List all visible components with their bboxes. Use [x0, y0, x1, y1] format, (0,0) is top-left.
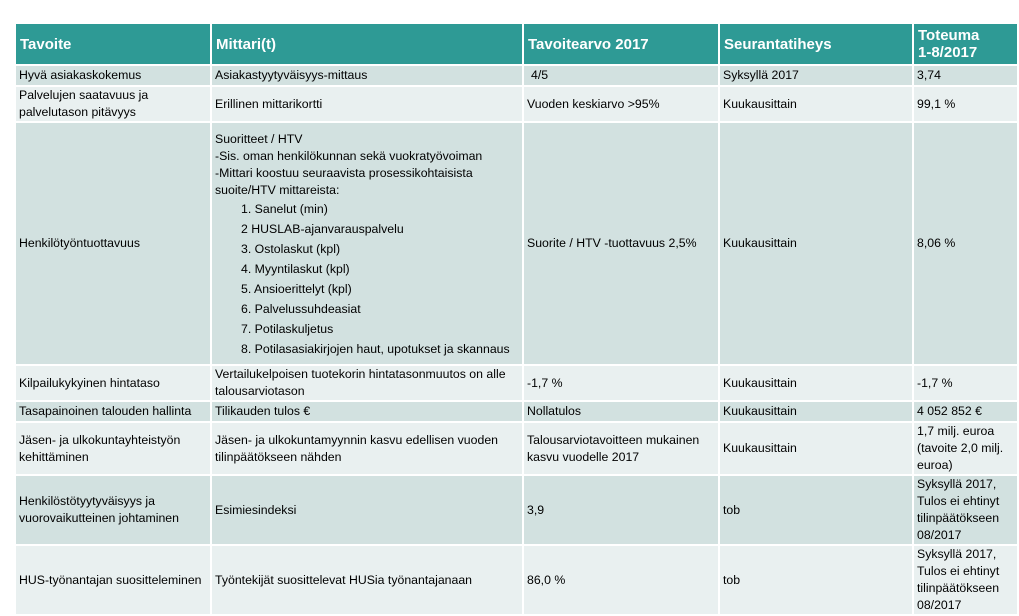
cell-mittari: Asiakastyytyväisyys-mittaus — [211, 65, 523, 86]
list-item: 3. Ostolaskut (kpl) — [241, 241, 341, 256]
cell-tavoite: Kilpailukykyinen hintataso — [15, 365, 211, 401]
cell-seuranta: tob — [719, 475, 913, 545]
cell-tavoite: Tasapainoinen talouden hallinta — [15, 401, 211, 422]
cell-tavoite: Henkilötyöntuottavuus — [15, 122, 211, 365]
mittari-line: Suoritteet / HTV — [215, 131, 303, 146]
header-seurantatiheys: Seurantatiheys — [719, 23, 913, 65]
table-row — [15, 401, 1018, 422]
table-row — [15, 122, 1018, 365]
cell-mittari: Tilikauden tulos € — [211, 401, 523, 422]
cell-toteuma: 8,06 % — [913, 122, 1018, 365]
table-row — [15, 475, 1018, 545]
header-tavoitearvo: Tavoitearvo 2017 — [523, 23, 719, 65]
cell-tavoitearvo: -1,7 % — [523, 365, 719, 401]
cell-tavoite: HUS-työnantajan suositteleminen — [15, 545, 211, 615]
table-row — [15, 365, 1018, 401]
goals-table — [14, 22, 1019, 616]
list-item: 5. Ansioerittelyt (kpl) — [241, 281, 352, 296]
cell-seuranta: tob — [719, 545, 913, 615]
list-item: 4. Myyntilaskut (kpl) — [241, 261, 350, 276]
cell-seuranta: Kuukausittain — [719, 122, 913, 365]
cell-mittari — [211, 122, 523, 365]
mittari-line: -Mittari koostuu seuraavista prosessikohtaisista suoite/HTV mittareista: — [215, 165, 473, 197]
cell-tavoitearvo: 4/5 — [523, 65, 719, 86]
cell-tavoitearvo: 86,0 % — [523, 545, 719, 615]
cell-mittari: Työntekijät suosittelevat HUSia työnantajanaan — [211, 545, 523, 615]
header-toteuma: Toteuma 1-8/2017 — [913, 23, 1018, 65]
header-row — [15, 23, 1018, 65]
table-row — [15, 545, 1018, 615]
cell-tavoite: Henkilöstötyytyväisyys ja vuorovaikutteinen johtaminen — [15, 475, 211, 545]
header-mittari: Mittari(t) — [211, 23, 523, 65]
table-row — [15, 65, 1018, 86]
cell-tavoite: Palvelujen saatavuus ja palvelutason pitävyys — [15, 86, 211, 122]
list-item: 7. Potilaskuljetus — [241, 321, 334, 336]
cell-toteuma: Syksyllä 2017, Tulos ei ehtinyt tilinpäätökseen 08/2017 — [913, 545, 1018, 615]
cell-toteuma: 4 052 852 € — [913, 401, 1018, 422]
cell-mittari: Erillinen mittarikortti — [211, 86, 523, 122]
table-row — [15, 422, 1018, 475]
cell-seuranta: Syksyllä 2017 — [719, 65, 913, 86]
cell-seuranta: Kuukausittain — [719, 86, 913, 122]
list-item: 1. Sanelut (min) — [241, 201, 328, 216]
cell-tavoite: Hyvä asiakaskokemus — [15, 65, 211, 86]
cell-toteuma: 1,7 milj. euroa (tavoite 2,0 milj. euroa) — [913, 422, 1018, 475]
cell-toteuma: -1,7 % — [913, 365, 1018, 401]
list-item: 6. Palvelussuhdeasiat — [241, 301, 361, 316]
header-tavoite: Tavoite — [15, 23, 211, 65]
cell-tavoitearvo: Nollatulos — [523, 401, 719, 422]
cell-tavoite: Jäsen- ja ulkokuntayhteistyön kehittäminen — [15, 422, 211, 475]
cell-toteuma: 3,74 — [913, 65, 1018, 86]
cell-mittari: Jäsen- ja ulkokuntamyynnin kasvu edellisen vuoden tilinpäätökseen nähden — [211, 422, 523, 475]
cell-seuranta: Kuukausittain — [719, 401, 913, 422]
cell-seuranta: Kuukausittain — [719, 365, 913, 401]
list-item: 8. Potilasasiakirjojen haut, upotukset ja skannaus — [241, 341, 510, 356]
mittari-line: -Sis. oman henkilökunnan sekä vuokratyövoiman — [215, 148, 483, 163]
cell-tavoitearvo: Vuoden keskiarvo >95% — [523, 86, 719, 122]
cell-tavoitearvo: Talousarviotavoitteen mukainen kasvu vuodelle 2017 — [523, 422, 719, 475]
cell-mittari: Esimiesindeksi — [211, 475, 523, 545]
cell-toteuma: 99,1 % — [913, 86, 1018, 122]
list-item: 2 HUSLAB-ajanvarauspalvelu — [241, 221, 404, 236]
cell-seuranta: Kuukausittain — [719, 422, 913, 475]
cell-mittari: Vertailukelpoisen tuotekorin hintatasonmuutos on alle talousarviotason — [211, 365, 523, 401]
cell-tavoitearvo: 3,9 — [523, 475, 719, 545]
cell-tavoitearvo: Suorite / HTV -tuottavuus 2,5% — [523, 122, 719, 365]
mittari-list — [215, 199, 519, 357]
table-row — [15, 86, 1018, 122]
cell-toteuma: Syksyllä 2017, Tulos ei ehtinyt tilinpäätökseen 08/2017 — [913, 475, 1018, 545]
